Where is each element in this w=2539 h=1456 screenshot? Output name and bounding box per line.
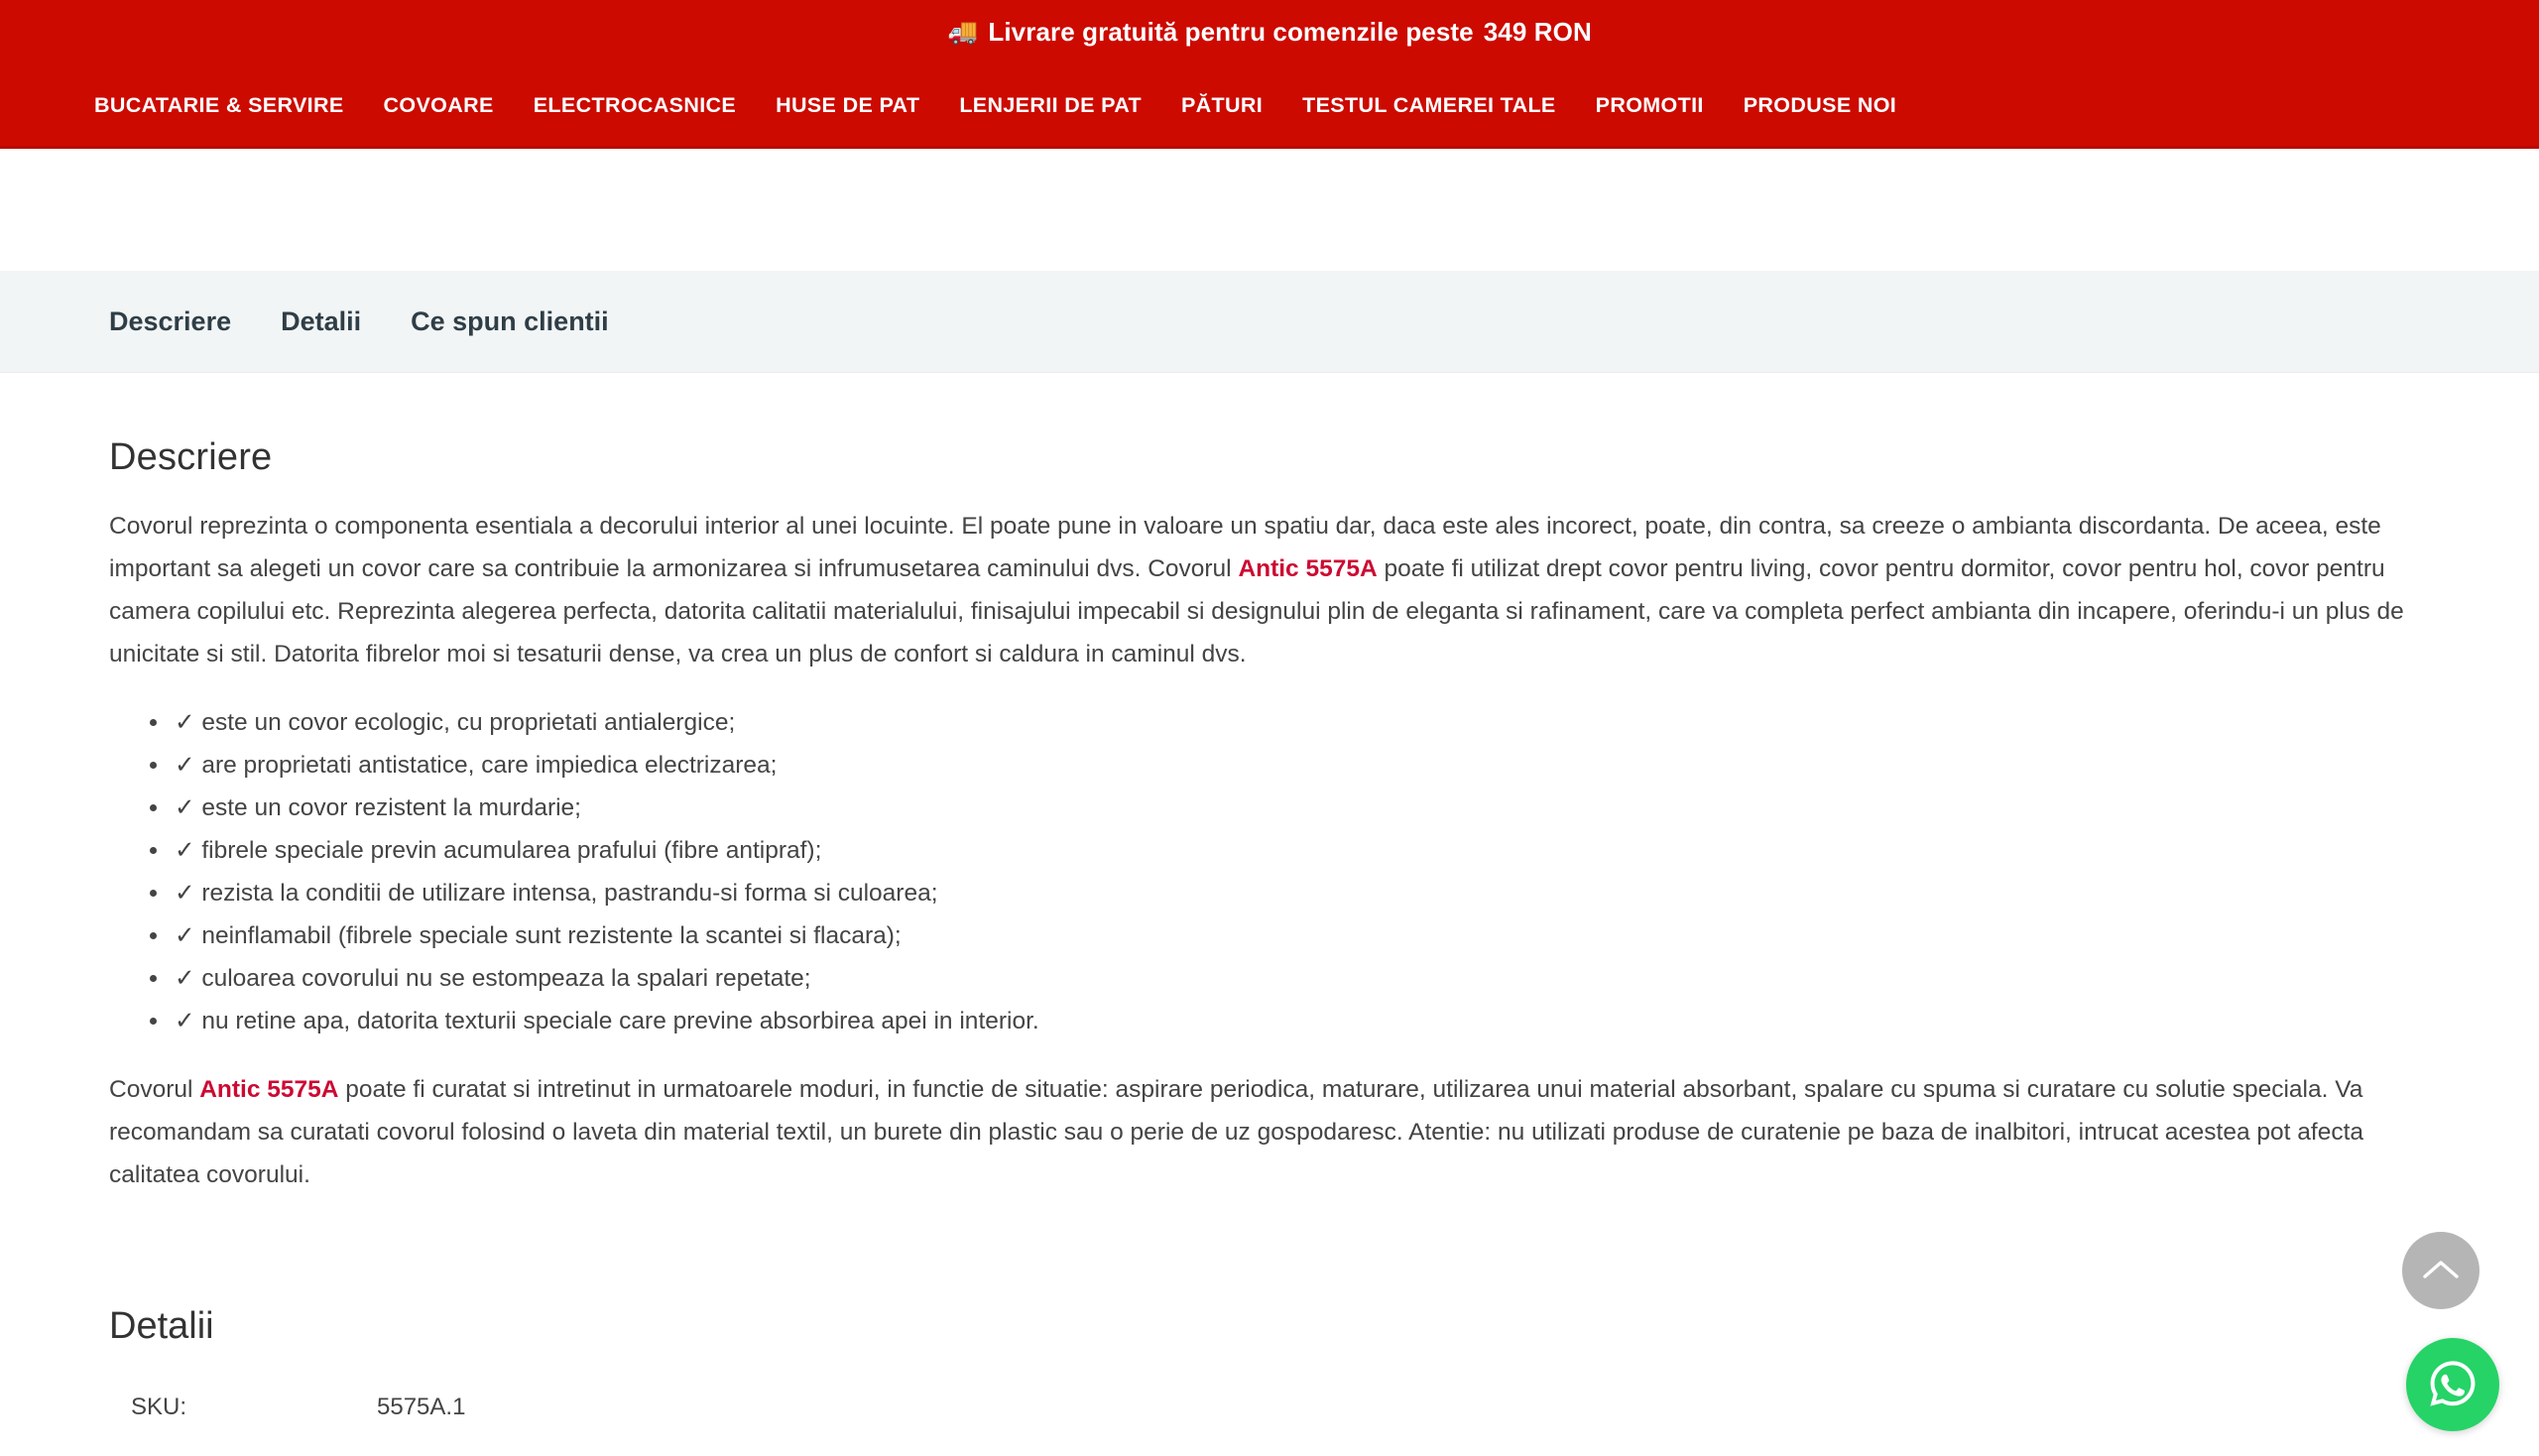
feature-list-item: • ✓ este un covor ecologic, cu proprietati antialergice; — [171, 701, 2430, 744]
chevron-up-icon — [2421, 1257, 2461, 1285]
nav-item-testul-camerei-tale[interactable]: TESTUL CAMEREI TALE — [1302, 92, 1556, 117]
description-heading: Descriere — [109, 436, 273, 478]
nav-item-produse-noi[interactable]: PRODUSE NOI — [1743, 92, 1897, 117]
table-row — [109, 1388, 1200, 1427]
product-name-highlight-2: Antic 5575A — [199, 1076, 339, 1103]
promo-amount: 349 RON — [1483, 17, 1592, 47]
tab-detalii[interactable]: Detalii — [281, 305, 362, 336]
nav-list — [94, 93, 1916, 118]
truck-icon: 🚚 — [947, 18, 979, 46]
whatsapp-button[interactable] — [2406, 1338, 2499, 1431]
nav-item-paturi[interactable]: PĂTURI — [1180, 92, 1264, 117]
feature-list-item: • ✓ culoarea covorului nu se estompeaza la spalari repetate; — [171, 957, 2430, 1000]
spec-value-sku: 5575A.1 — [377, 1394, 466, 1420]
feature-list-item: • ✓ are proprietati antistatice, care impiedica electrizarea; — [171, 744, 2430, 787]
main-navigation — [0, 64, 2539, 149]
scroll-to-top-button[interactable] — [2402, 1232, 2479, 1309]
nav-item-promotii[interactable]: PROMOTII — [1595, 92, 1704, 117]
nav-item-bucatarie-servire[interactable]: BUCATARIE & SERVIRE — [94, 92, 344, 117]
header-spacer — [0, 149, 2539, 271]
description-paragraph-1-part2: poate fi utilizat drept covor pentru living, covor pentru dormitor, covor pentru hol, covor pentru camera copilului etc. Reprezinta alegerea perfecta, datorita calitatii materialului, finisajului impecabil si designului plin de eleganta si rafinament, care va completa perfect ambianta din incapere, oferindu-i un plus de unicitate si stil. Datorita fibrelor moi si tesaturii dense, va crea un plus de confort si caldura in caminul dvs. — [109, 555, 2404, 667]
nav-item-huse-de-pat[interactable]: HUSE DE PAT — [776, 92, 920, 117]
description-paragraph-2-part2: poate fi curatat si intretinut in urmatoarele moduri, in functie de situatie: aspirare periodica, maturare, utilizarea unui material absorbant, spalare cu spuma si curatare cu solutie speciala. Va recomandam sa curatati covorul folosind o laveta din material textil, un burete din plastic sau o perie de uz gospodaresc. Atentie: nu utilizati produse de curatenie pe baza de inalbitori, intrucat acestea pot afecta calitatea covorului. — [109, 1076, 2364, 1188]
nav-item-electrocasnice[interactable]: ELECTROCASNICE — [533, 92, 737, 117]
feature-list-item: • ✓ este un covor rezistent la murdarie; — [171, 787, 2430, 829]
details-heading: Detalii — [109, 1305, 214, 1347]
nav-item-lenjerii-de-pat[interactable]: LENJERII DE PAT — [959, 92, 1142, 117]
promo-message: Livrare gratuită pentru comenzile peste — [988, 17, 1474, 47]
specification-table — [109, 1388, 1200, 1427]
tab-descriere[interactable]: Descriere — [109, 305, 232, 336]
promo-banner — [0, 0, 2539, 64]
feature-list-item: • ✓ fibrele speciale previn acumularea prafului (fibre antipraf); — [171, 829, 2430, 872]
product-name-highlight-1: Antic 5575A — [1238, 555, 1378, 582]
description-paragraph-2-part1: Covorul — [109, 1076, 200, 1103]
whatsapp-icon — [2422, 1353, 2483, 1417]
product-content — [0, 436, 2539, 1427]
feature-list — [109, 701, 2430, 1042]
feature-list-item: • ✓ nu retine apa, datorita texturii speciale care previne absorbirea apei in interior. — [171, 1000, 2430, 1042]
promo-text — [947, 17, 1592, 48]
tab-ce-spun-clientii[interactable]: Ce spun clientii — [411, 305, 609, 336]
description-paragraph-2 — [109, 1068, 2430, 1196]
tab-list — [109, 306, 634, 337]
product-tab-strip — [0, 271, 2539, 373]
spec-label-sku: SKU: — [131, 1394, 187, 1420]
nav-item-covoare[interactable]: COVOARE — [383, 92, 494, 117]
feature-list-item: • ✓ neinflamabil (fibrele speciale sunt rezistente la scantei si flacara); — [171, 914, 2430, 957]
description-paragraph-1-part1: Covorul reprezinta o componenta esentiala a decorului interior al unei locuinte. El poate pune in valoare un spatiu dar, daca este ales incorect, poate, din contra, sa creeze o ambianta discordanta. De aceea, este important sa alegeti un covor care sa contribuie la armonizarea si infrumusetarea caminului dvs. Covorul — [109, 513, 2381, 582]
description-paragraph-1 — [109, 505, 2430, 675]
feature-list-item: • ✓ rezista la conditii de utilizare intensa, pastrandu-si forma si culoarea; — [171, 872, 2430, 914]
